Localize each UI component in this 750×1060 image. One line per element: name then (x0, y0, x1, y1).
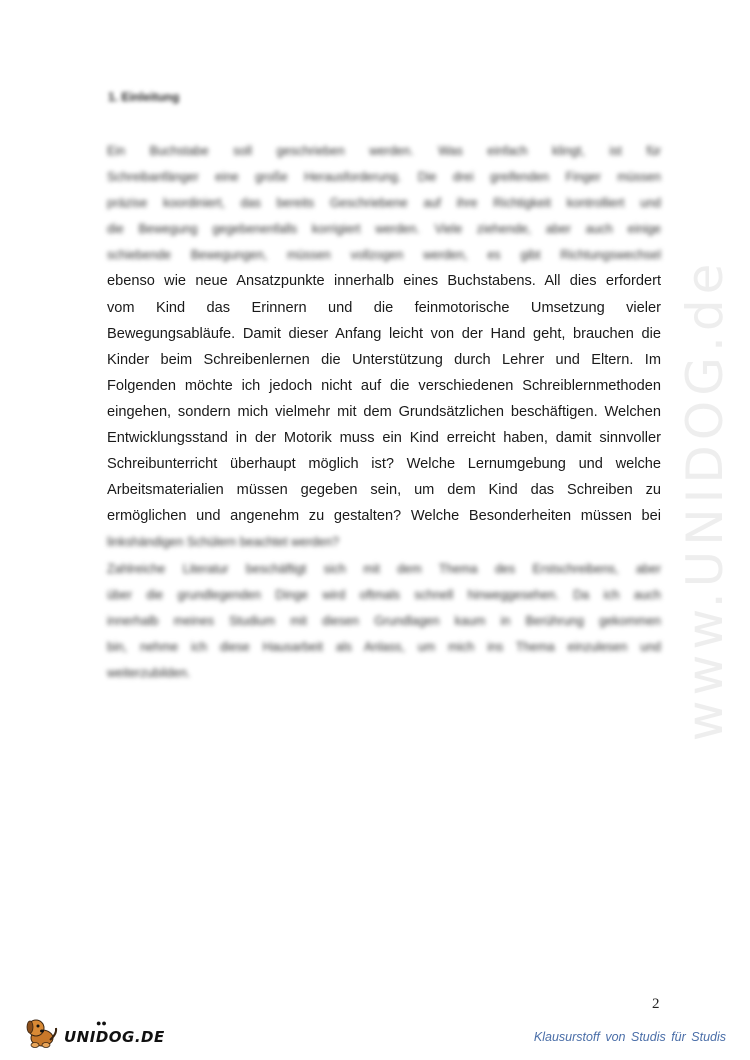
text-line: vom Kind das Erinnern und die feinmotorische Umsetzung vieler (107, 299, 661, 316)
text-line: Entwicklungsstand in der Motorik muss ein Kind erreicht haben, damit sinnvoller (107, 430, 661, 447)
text-line: Kinder beim Schreibenlernen die Unterstützung durch Lehrer und Eltern. Im (107, 351, 661, 368)
footer-logo (22, 1014, 165, 1050)
text-line: schiebende Bewegungen, müssen vollzogen werden, es gibt Richtungswechsel (107, 248, 661, 263)
text-line: Bewegungsabläufe. Damit dieser Anfang leicht von der Hand geht, brauchen die (107, 325, 661, 342)
text-line: Arbeitsmaterialien müssen gegeben sein, um dem Kind das Schreiben zu (107, 482, 661, 499)
text-line: linkshändigen Schülern beachtet werden? (107, 535, 340, 550)
text-line: ebenso wie neue Ansatzpunkte innerhalb eines Buchstabens. All dies erfordert (107, 273, 661, 290)
text-line: die Bewegung gegebenenfalls korrigiert werden. Viele ziehende, aber auch einige (107, 222, 661, 237)
text-line: über die grundlegenden Dinge wird oftmals schnell hinweggesehen. Da ich auch (107, 587, 661, 602)
text-line: bin, nehme ich diese Hausarbeit als Anlass, um mich ins Thema einzulesen und (107, 639, 661, 654)
dog-mascot-icon (22, 1014, 60, 1050)
text-line: innerhalb meines Studium mit diesen Grundlagen kaum in Berührung gekommen (107, 613, 661, 628)
paw-icon: ●● (96, 1018, 107, 1028)
logo-text: UNIDOG.DE (64, 1028, 165, 1046)
text-line: Schreibunterricht überhaupt möglich ist? Welche Lernumgebung und welche (107, 456, 661, 473)
text-line: präzise koordiniert, das bereits Geschriebene auf ihre Richtigkeit kontrolliert und (107, 196, 661, 211)
page-number: 2 (652, 996, 660, 1012)
text-line: Folgenden möchte ich jedoch nicht auf die verschiedenen Schreiblernmethoden (107, 377, 661, 394)
watermark: www.UNIDOG.de (676, 258, 734, 742)
body-text (107, 138, 661, 686)
text-line: eingehen, sondern mich vielmehr mit dem Grundsätzlichen beschäftigen. Welchen (107, 403, 661, 420)
text-line: Zahlreiche Literatur beschäftigt sich mit dem Thema des Erstschreibens, aber (107, 561, 661, 576)
section-heading: 1. Einleitung (108, 90, 180, 104)
text-line: ermöglichen und angenehm zu gestalten? Welche Besonderheiten müssen bei (107, 508, 661, 525)
text-line: weiterzubilden. (107, 665, 191, 680)
footer-tagline: Klausurstoff von Studis für Studis (533, 1030, 726, 1044)
text-line: Ein Buchstabe soll geschrieben werden. Was einfach klingt, ist für (107, 144, 661, 158)
text-line: Schreibanfänger eine große Herausforderung. Die drei greifenden Finger müssen (107, 170, 661, 185)
